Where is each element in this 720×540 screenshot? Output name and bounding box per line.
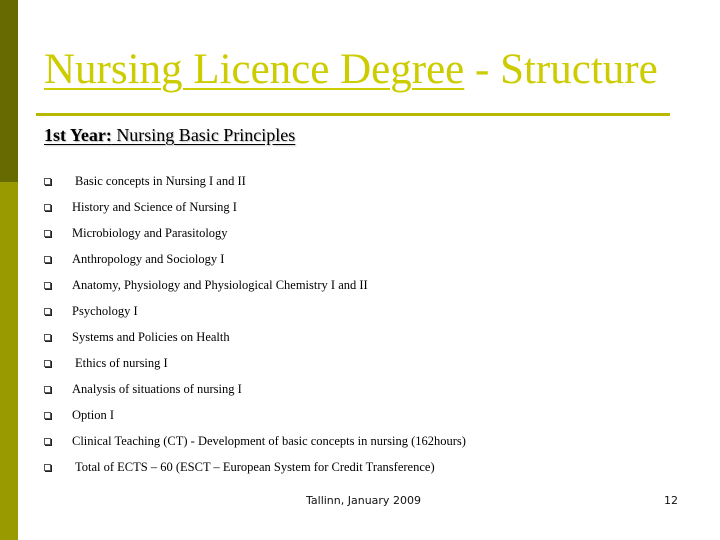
- list-item-label: Basic concepts in Nursing I and II: [75, 173, 246, 188]
- list-item-label: Psychology I: [72, 303, 138, 318]
- list-item-label: Microbiology and Parasitology: [72, 225, 228, 240]
- sidebar-band-dark: [0, 0, 18, 182]
- list-item: [42, 428, 466, 454]
- title-divider: [36, 113, 670, 116]
- subtitle-year: 1st Year:: [44, 125, 112, 145]
- slide-title: [44, 44, 704, 96]
- list-item: [42, 246, 466, 272]
- bullet-icon: [44, 464, 51, 471]
- bullet-icon: [44, 282, 51, 289]
- list-item: [42, 324, 466, 350]
- list-item-label: Option I: [72, 407, 115, 422]
- bullet-icon: [44, 334, 51, 341]
- bullet-icon: [44, 438, 51, 445]
- bullet-icon: [44, 230, 51, 237]
- list-item: [42, 350, 466, 376]
- list-item-label: Anatomy, Physiology and Physiological Chemistry I and II: [72, 277, 368, 292]
- bullet-icon: [44, 360, 51, 367]
- list-item: [42, 454, 466, 480]
- slide-footer: Tallinn, January 2009: [306, 494, 421, 507]
- slide-title-underlined: Nursing Licence Degree: [44, 46, 465, 93]
- list-item: [42, 376, 466, 402]
- list-item-label: History and Science of Nursing I: [72, 199, 237, 214]
- list-item: [42, 402, 466, 428]
- list-item-label: Clinical Teaching (CT) - Development of basic concepts in nursing (162hours): [72, 433, 466, 448]
- course-list: [42, 168, 466, 480]
- list-item-label: Total of ECTS – 60 (ESCT – European System for Credit Transference): [75, 459, 435, 474]
- bullet-icon: [44, 308, 51, 315]
- bullet-icon: [44, 412, 51, 419]
- bullet-icon: [44, 178, 51, 185]
- list-item: [42, 194, 466, 220]
- list-item: [42, 272, 466, 298]
- page-number: 12: [664, 494, 678, 507]
- list-item-label: Systems and Policies on Health: [72, 329, 230, 344]
- bullet-icon: [44, 204, 51, 211]
- slide-title-rest: - Structure: [464, 46, 658, 93]
- sidebar-band-light: [0, 182, 18, 540]
- list-item: [42, 168, 466, 194]
- bullet-icon: [44, 256, 51, 263]
- subtitle-topic: Nursing Basic Principles: [111, 125, 296, 145]
- list-item-label: Ethics of nursing I: [75, 355, 168, 370]
- list-item-label: Anthropology and Sociology I: [72, 251, 225, 266]
- list-item: [42, 298, 466, 324]
- list-item-label: Analysis of situations of nursing I: [72, 381, 242, 396]
- bullet-icon: [44, 386, 51, 393]
- slide-subtitle: [44, 122, 295, 148]
- list-item: [42, 220, 466, 246]
